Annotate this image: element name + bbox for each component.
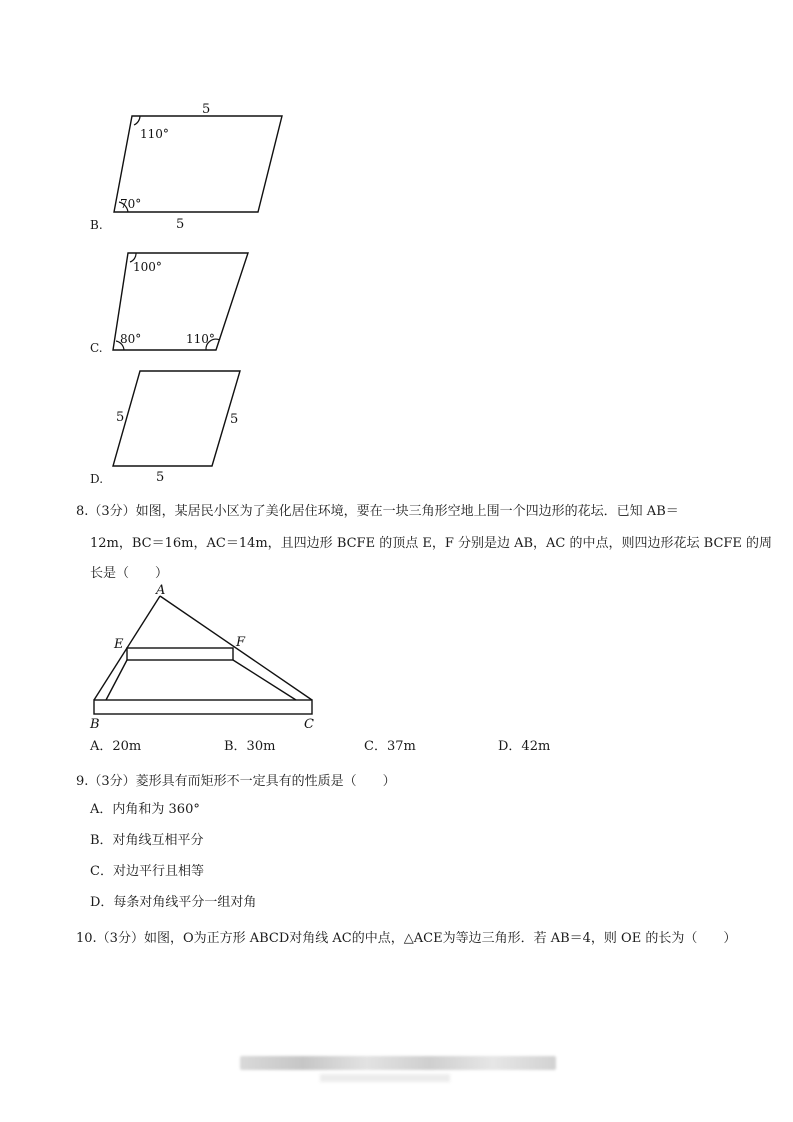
- angle-label-c-top: 100°: [133, 260, 162, 274]
- flower-bed-triangle-figure: [86, 582, 326, 732]
- ef-strip: [127, 648, 233, 660]
- blurred-footer-watermark: [240, 1056, 556, 1070]
- inner-right: [233, 660, 296, 700]
- angle-label-c-bl: 80°: [120, 332, 142, 346]
- question-9-stem: 9.（3分）菱形具有而矩形不一定具有的性质是（ ）: [76, 774, 396, 789]
- q9-option-c: C．对边平行且相等: [90, 864, 204, 879]
- angle-label-bottom: 70°: [120, 197, 142, 211]
- question-10-stem: 10.（3分）如图，O为正方形 ABCD对角线 AC的中点，△ACE为等边三角形．若 AB＝4，则 OE 的长为（ ）: [76, 931, 737, 946]
- q8-option-d: D．42m: [498, 739, 551, 754]
- angle-label-top: 110°: [140, 127, 169, 141]
- quadrilateral-figure-c: [100, 245, 260, 360]
- question-8-line-2: 12m，BC＝16m，AC＝14m，且四边形 BCFE 的顶点 E，F 分别是边 AB，AC 的中点，则四边形花坛 BCFE 的周: [90, 536, 773, 551]
- angle-arc-top: [134, 116, 140, 125]
- vertex-a-label: A: [156, 583, 166, 598]
- vertex-e-label: E: [114, 637, 124, 652]
- option-b-letter: B.: [90, 218, 103, 232]
- q8-option-c: C．37m: [364, 739, 416, 754]
- q9-option-a: A．内角和为 360°: [90, 802, 200, 817]
- q9-option-b: B．对角线互相平分: [90, 833, 204, 848]
- blurred-footer-watermark-sub: [320, 1074, 450, 1082]
- side-label-d-right: 5: [230, 412, 239, 427]
- side-label-bottom: 5: [176, 217, 185, 232]
- quadrilateral-figure-d: [100, 365, 260, 485]
- vertex-b-label: B: [90, 717, 100, 732]
- side-label-top: 5: [202, 102, 211, 117]
- angle-label-c-br: 110°: [186, 332, 215, 346]
- q8-option-a: A．20m: [90, 739, 142, 754]
- parallelogram-figure-b: [100, 98, 300, 233]
- q8-option-b: B．30m: [224, 739, 276, 754]
- question-8-line-1: 8.（3分）如图，某居民小区为了美化居住环境，要在一块三角形空地上围一个四边形的花坛．已知 AB＝: [76, 504, 679, 519]
- option-c-letter: C.: [90, 341, 103, 355]
- vertex-c-label: C: [304, 717, 314, 732]
- side-label-d-bottom: 5: [156, 470, 165, 485]
- inner-left: [106, 660, 127, 700]
- option-d-letter: D.: [90, 472, 104, 486]
- q9-option-d: D．每条对角线平分一组对角: [90, 895, 257, 910]
- question-8-line-3: 长是（ ）: [90, 566, 169, 581]
- side-bc-strip: [94, 700, 312, 714]
- side-label-d-left: 5: [116, 410, 125, 425]
- vertex-f-label: F: [236, 635, 246, 650]
- quadrilateral-d-shape: [113, 371, 240, 466]
